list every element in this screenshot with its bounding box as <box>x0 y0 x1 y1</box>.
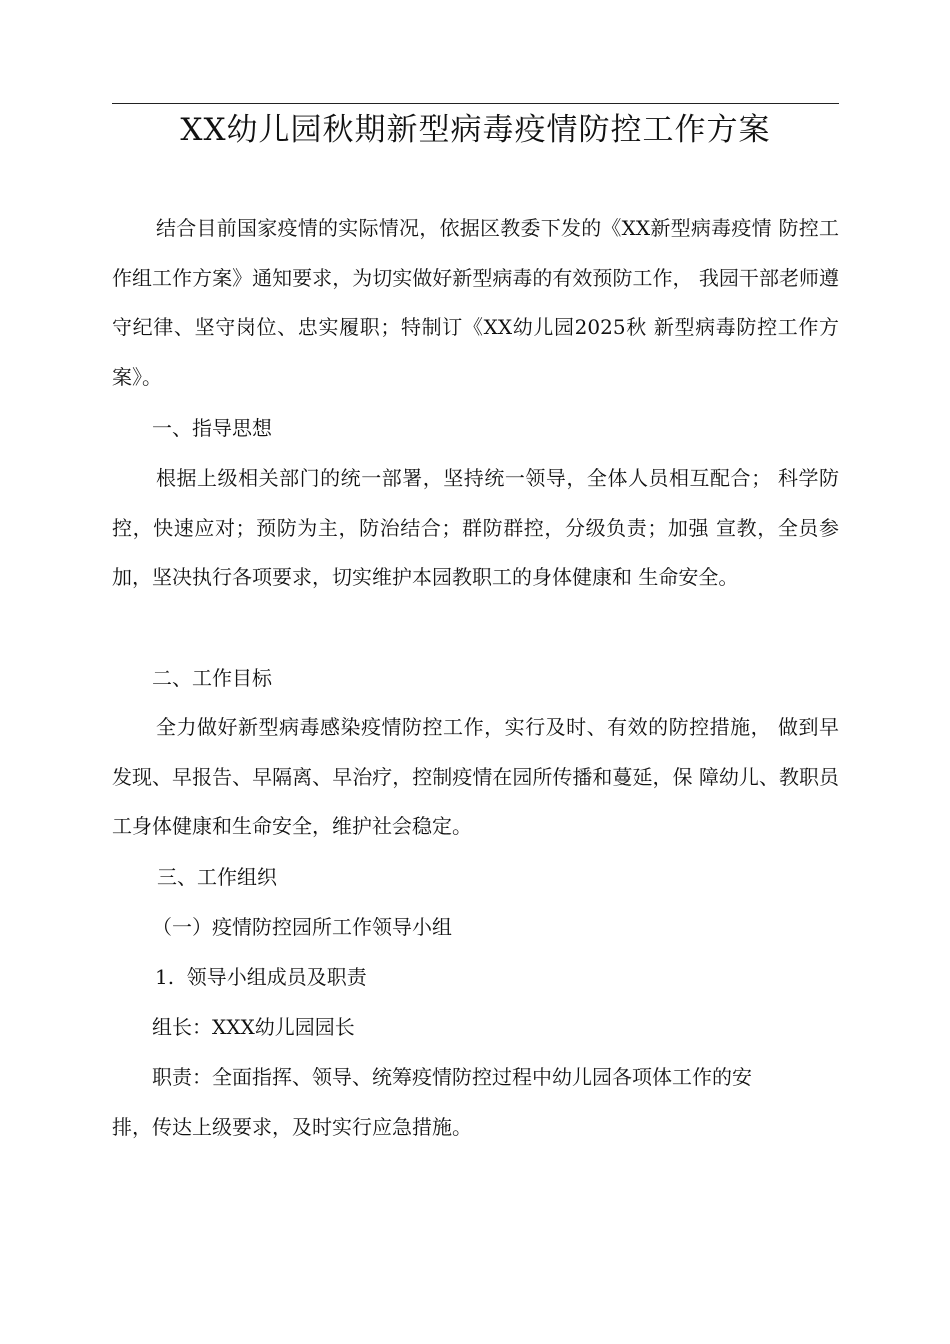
duty-line-1: 职责：全面指挥、领导、统筹疫情防控过程中幼儿园各项体工作的安 <box>152 1065 752 1089</box>
subsection-1-heading: （一）疫情防控园所工作领导小组 <box>152 915 452 939</box>
section-2-paragraph: 全力做好新型病毒感染疫情防控工作，实行及时、有效的防控措施， 做到早发现、早报告、早隔离、早治疗，控制疫情在园所传播和蔓延，保 障幼儿、教职员工身体健康和生命安全，维护社会稳定。 <box>112 715 839 838</box>
section-1-paragraph: 根据上级相关部门的统一部署，坚持统一领导，全体人员相互配合； 科学防控，快速应对；预防为主，防治结合；群防群控，分级负责；加强 宣教，全员参加，坚决执行各项要求，切实维护本园教职工的身体健康和 生命安全。 <box>112 466 839 589</box>
item-1-heading: 1. 领导小组成员及职责 <box>155 965 367 989</box>
intro-paragraph: 结合目前国家疫情的实际情况，依据区教委下发的《XX新型病毒疫情 防控工作组工作方案》通知要求，为切实做好新型病毒的有效预防工作， 我园干部老师遵守纪律、坚守岗位、忠实履职；特制订《XX幼儿园2025秋 新型病毒防控工作方案》。 <box>112 216 839 389</box>
document-title: XX幼儿园秋期新型病毒疫情防控工作方案 <box>180 112 771 148</box>
top-rule <box>112 103 839 104</box>
section-1-heading: 一、指导思想 <box>152 416 272 440</box>
duty-line-2: 排，传达上级要求，及时实行应急措施。 <box>112 1115 472 1139</box>
section-2-heading: 二、工作目标 <box>152 666 272 690</box>
leader-line: 组长：XXX幼儿园园长 <box>152 1015 355 1039</box>
section-3-heading: 三、工作组织 <box>157 865 277 889</box>
